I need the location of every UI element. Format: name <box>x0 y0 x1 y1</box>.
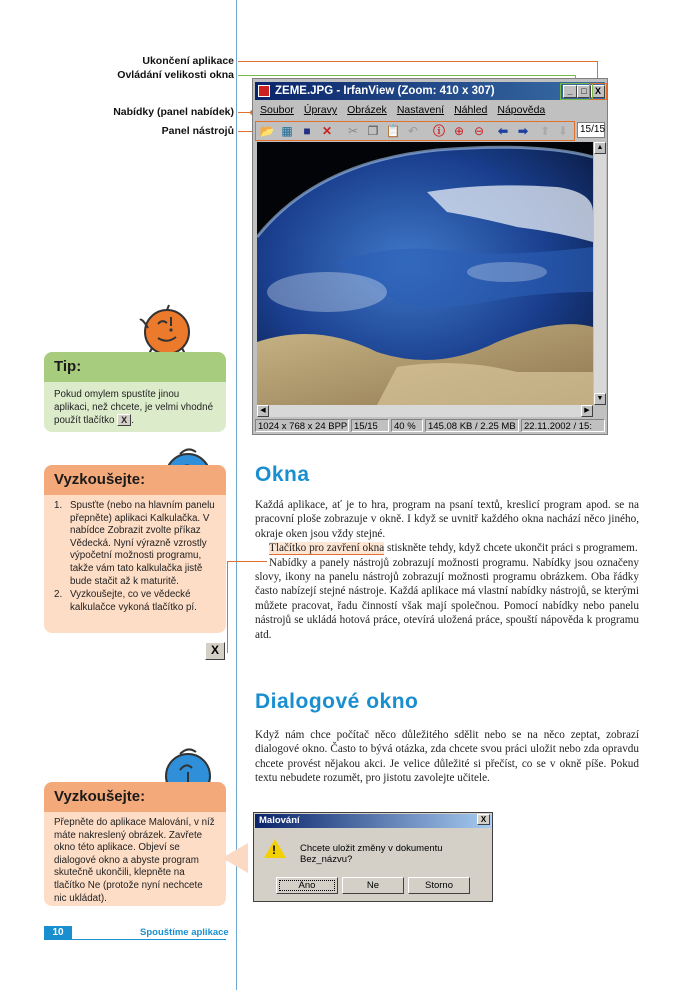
paragraph: Když nám chce počítač něco důležitého sdělit nebo se na něco zeptat, zobrazí dialogové okno. Často to bývá otázka, zda chcete svou práci uložit nebo zda opravdu chcete provést nějakou akci. Je velice důležité si přečíst, co se v okně píše. Pokud textu nebudete rozumět, pro jistotu zavolejte učitele. <box>255 729 639 785</box>
zoom-in-icon[interactable]: ⊕ <box>453 124 465 138</box>
section-title-okna: Okna <box>255 463 310 486</box>
delete-icon[interactable]: ✕ <box>321 124 333 138</box>
cancel-button[interactable]: Storno <box>408 877 470 894</box>
paragraph: Nabídky a panely nástrojů zobrazují možnosti programu. Nabídky jsou označeny slovy, ikony na panelu nástrojů zobrazují možnosti programu obrázkem. Oba řádky často nabízejí stejné nástroje. Každá aplikace má vlastní nabídky nástrojů, se kterými můžete pracovat, řadu činností však mají společnou. Pomocí nabídky nebo panelu nástrojů se ukládá hotová práce, otevírá uložená práce, spouští nápověda k programu atd. <box>255 556 639 641</box>
maximize-button[interactable]: □ <box>577 85 591 98</box>
try-box-1-heading: Vyzkoušejte: <box>44 465 226 495</box>
list-item-number: 2. <box>54 589 63 601</box>
menu-obrazek[interactable]: Obrázek <box>347 104 387 116</box>
try-box-1-list <box>44 495 226 614</box>
last-icon[interactable]: ⬇ <box>557 124 569 138</box>
vertical-scrollbar[interactable] <box>594 142 606 405</box>
dialog-title: Malování <box>255 814 491 828</box>
status-size: 145.08 KB / 2.25 MB <box>425 419 519 432</box>
cut-icon[interactable]: ✂ <box>347 124 359 138</box>
window-titlebar[interactable] <box>255 82 605 100</box>
earth-photo <box>257 142 593 405</box>
highlight-close-button-text: Tlačítko pro zavření okna <box>269 542 385 555</box>
first-icon[interactable]: ⬆ <box>539 124 551 138</box>
menu-nahled[interactable]: Náhled <box>454 104 488 116</box>
no-button[interactable]: Ne <box>342 877 404 894</box>
zoom-out-icon[interactable]: ⊖ <box>473 124 485 138</box>
tip-text: Pokud omylem spustíte jinou aplikaci, než chcete, je velmi vhodné použít tlačítko X . <box>54 389 214 426</box>
footer-chapter-label: Spouštíme aplikace <box>140 927 229 938</box>
status-zoom: 40 % <box>391 419 423 432</box>
callout-size-label: Ovládání velikosti okna <box>117 69 234 81</box>
menu-soubor[interactable]: Soubor <box>260 104 294 116</box>
paragraph <box>255 541 639 555</box>
try-box-2-text: Přepněte do aplikace Malování, v níž máte nakreslený obrázek. Zavřete okno této aplikace. Objeví se dialogové okno a abyste program skutečně ukončili, klepněte na tlačítko Ne (protože nyní nechcete nic ukládat). <box>54 817 215 904</box>
callout-size-line <box>238 75 576 76</box>
list-item <box>54 500 218 588</box>
dialog-close-button[interactable]: X <box>477 814 490 825</box>
copy-icon[interactable]: ❐ <box>367 124 379 138</box>
irfanview-window <box>252 78 608 435</box>
callout-menus-label: Nabídky (panel nabídek) <box>113 106 234 118</box>
scroll-up-arrow[interactable]: ▲ <box>594 142 606 154</box>
window-title: ZEME.JPG - IrfanView (Zoom: 410 x 307) <box>275 85 495 97</box>
info-icon[interactable]: ⓘ <box>432 124 445 138</box>
scroll-right-arrow[interactable]: ▶ <box>581 405 593 417</box>
try-box-2-heading: Vyzkoušejte: <box>44 782 226 812</box>
margin-guide-line <box>236 0 237 990</box>
toolbar <box>255 121 605 141</box>
app-icon <box>258 85 270 97</box>
dialog-pointer-arrow <box>222 843 248 873</box>
dialog-message: Chcete uložit změny v dokumentu Bez_názvu? <box>300 843 443 865</box>
close-button[interactable]: X <box>591 85 605 98</box>
section-title-dialog: Dialogové okno <box>255 690 419 713</box>
close-highlight <box>589 83 607 100</box>
status-date: 22.11.2002 / 15: <box>521 419 605 432</box>
list-item <box>54 589 218 614</box>
tip-box <box>44 352 226 432</box>
save-icon[interactable]: ■ <box>303 124 311 138</box>
next-icon[interactable]: ➡ <box>517 124 529 138</box>
previous-icon[interactable]: ⬅ <box>497 124 509 138</box>
section-okna-body <box>255 498 639 642</box>
save-dialog <box>253 812 493 902</box>
menu-bar <box>255 102 605 119</box>
yes-button[interactable]: Ano <box>276 877 338 894</box>
page-number: 10 <box>44 926 72 940</box>
tip-close-icon: X <box>117 414 131 426</box>
menu-upravy[interactable]: Úpravy <box>303 104 338 116</box>
status-resolution: 1024 x 768 x 24 BPP <box>255 419 349 432</box>
horizontal-scrollbar[interactable] <box>257 405 593 417</box>
undo-icon[interactable]: ↶ <box>407 124 419 138</box>
footer-line <box>72 939 226 940</box>
list-item-text: Spusťte (nebo na hlavním panelu přepněte) aplikaci Kalkulačka. V nabídce Zobrazit zvolte příkaz Vědecká. Nyní výrazně vzrostly výpočetní možnosti programu, takže vám tato kalkulačka jistě bude stačit až k maturitě. <box>70 500 215 587</box>
menu-nastaveni[interactable]: Nastavení <box>396 104 445 116</box>
minimize-button[interactable]: _ <box>563 85 577 98</box>
callout-toolbar-label: Panel nástrojů <box>161 125 234 137</box>
callout-close-label: Ukončení aplikace <box>142 55 234 67</box>
try-box-1 <box>44 465 226 633</box>
callout-toolbar-line <box>238 131 252 132</box>
menu-napoveda[interactable]: Nápověda <box>497 104 546 116</box>
list-item-text: Vyzkoušejte, co ve vědecké kalkulačce vykoná tlačítko pí. <box>70 589 197 613</box>
tip-heading: Tip: <box>44 352 226 382</box>
section-dialog-body <box>255 728 639 786</box>
close-x-example-icon: X <box>205 642 225 660</box>
warning-exclamation: ! <box>272 843 276 857</box>
thumbnails-icon[interactable]: ▦ <box>281 124 293 138</box>
paste-icon[interactable]: 📋 <box>385 124 401 138</box>
callout-close-line <box>238 61 598 62</box>
status-index: 15/15 <box>351 419 389 432</box>
scroll-left-arrow[interactable]: ◀ <box>257 405 269 417</box>
open-icon[interactable]: 📂 <box>259 124 275 138</box>
scroll-down-arrow[interactable]: ▼ <box>594 393 606 405</box>
try-box-2 <box>44 782 226 906</box>
paragraph-rest: stiskněte tehdy, když chcete ukončit práci s programem. <box>384 542 638 555</box>
paragraph: Každá aplikace, ať je to hra, program na psaní textů, kreslicí program apod. se na pracovní ploše zobrazuje v okně. I když se uvnitř každého okna nachází něco jiného, okraje oken jsou vždy stejné. <box>255 499 639 540</box>
close-x-connector-vertical <box>227 561 228 653</box>
image-counter: 15/15 <box>577 122 605 138</box>
list-item-number: 1. <box>54 500 63 511</box>
tip-text-body: Pokud omylem spustíte jinou aplikaci, než chcete, je velmi vhodné použít tlačítko <box>54 389 214 426</box>
status-bar <box>255 418 605 433</box>
